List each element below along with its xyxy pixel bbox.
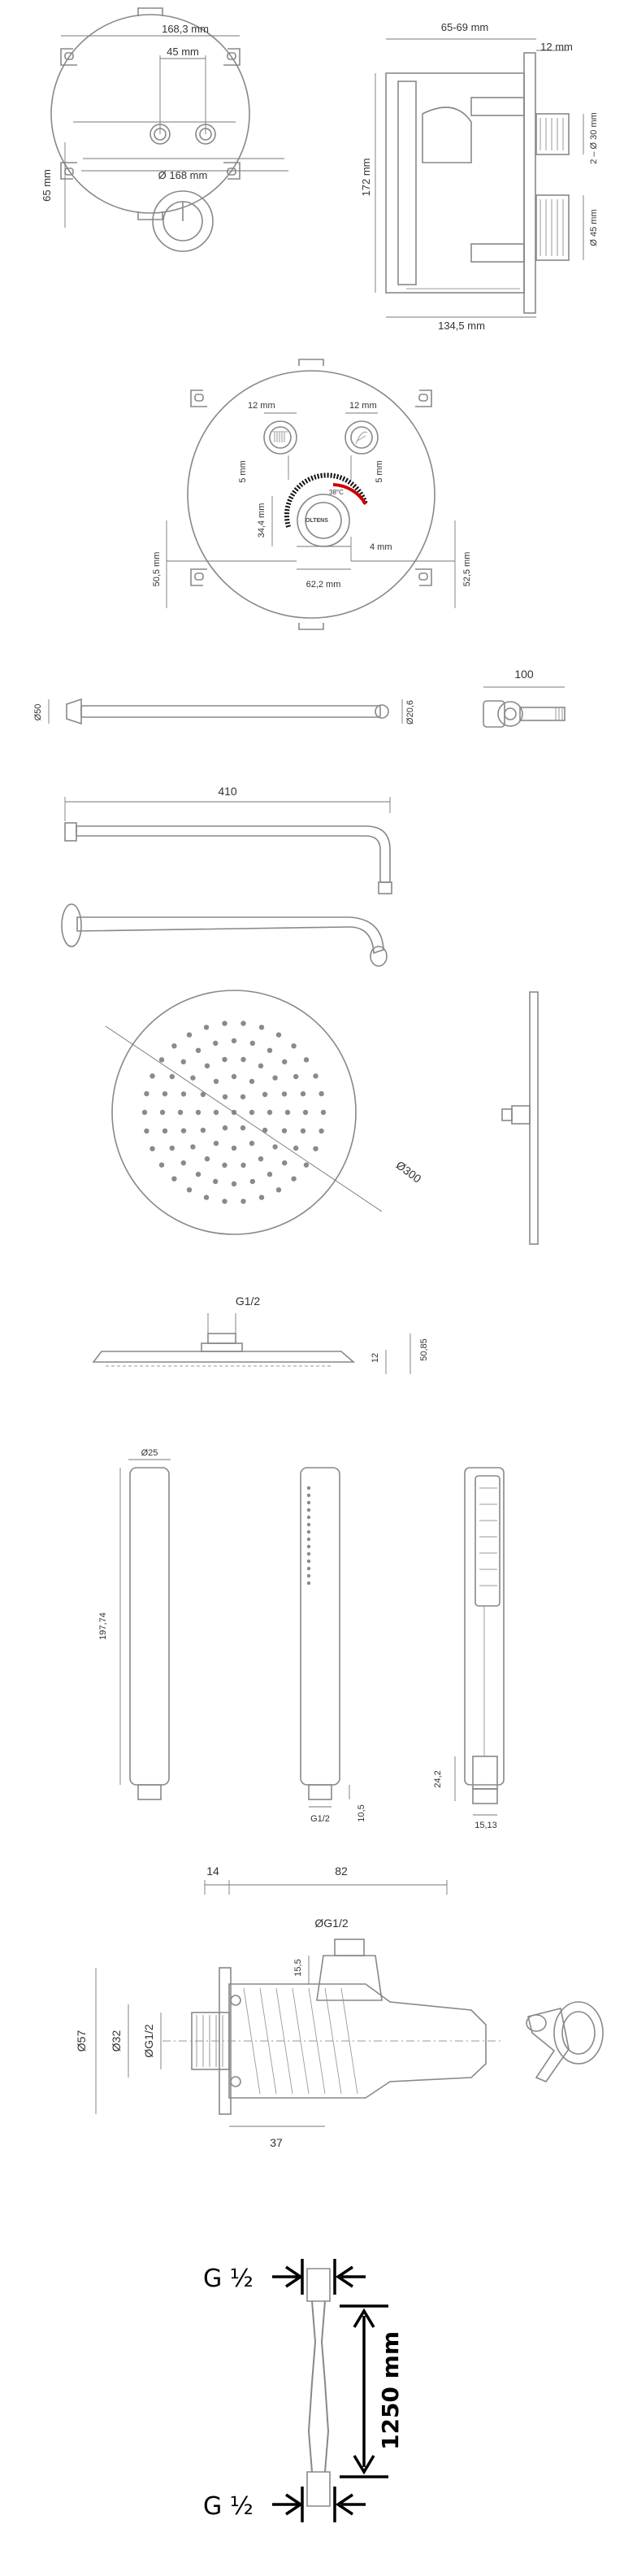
nozzle-dot <box>205 1156 210 1161</box>
hand-height-label: 24,2 <box>433 1770 443 1788</box>
nozzle-dot <box>318 1091 323 1096</box>
fp-knob-right-label: 4 mm <box>370 542 392 552</box>
nozzle-dot <box>282 1091 287 1096</box>
nozzle-dot <box>313 1147 318 1151</box>
shower-arm-end <box>483 687 565 727</box>
box-side-view <box>386 53 569 313</box>
nozzle-dot <box>272 1144 277 1149</box>
hand-nozzle-dot <box>307 1552 310 1556</box>
nozzle-dot <box>222 1057 227 1062</box>
nozzle-dot <box>313 1073 318 1078</box>
nozzle-dot <box>205 1064 210 1068</box>
hand-diameter-label: Ø25 <box>141 1448 158 1458</box>
shower-arm-side <box>65 797 392 894</box>
box-height-label: 65 mm <box>41 169 53 202</box>
nozzle-dot <box>214 1110 219 1115</box>
hand-nozzle-dot <box>307 1560 310 1563</box>
rain-thread-label: G1/2 <box>235 1295 261 1308</box>
nozzle-dot <box>150 1147 154 1151</box>
hand-nozzles <box>307 1486 310 1585</box>
arm-tube-label: Ø20,6 <box>405 700 415 724</box>
nozzle-dot <box>214 1079 219 1084</box>
nozzle-dot <box>222 1020 227 1025</box>
nozzle-dot <box>267 1172 272 1177</box>
nozzle-dot <box>213 1179 218 1184</box>
side-plate-label: 12 mm <box>540 41 573 53</box>
arm-depth-label: 100 <box>514 668 534 681</box>
nozzle-dot <box>276 1033 281 1038</box>
nozzle-dot <box>222 1199 227 1203</box>
nozzle-dot <box>170 1146 175 1151</box>
hand-nozzle-dot <box>307 1538 310 1541</box>
nozzle-dot <box>144 1091 149 1096</box>
nozzle-dot <box>170 1074 175 1079</box>
nozzle-dot <box>272 1075 277 1080</box>
fp-knob-width-label: 62,2 mm <box>306 580 341 590</box>
nozzle-dot <box>190 1144 195 1149</box>
nozzle-dot <box>196 1172 201 1177</box>
holder-outlet-label: ØG1/2 <box>314 1917 349 1930</box>
nozzle-dot <box>181 1060 186 1064</box>
box-width-label: 168,3 mm <box>162 23 209 35</box>
holder-flange-label: Ø57 <box>75 2030 88 2052</box>
nozzle-dot <box>258 1156 263 1161</box>
shower-arm-perspective <box>62 904 387 966</box>
rain-head-top <box>106 990 382 1234</box>
arm-flange-label: Ø50 <box>33 703 43 721</box>
nozzle-dot <box>262 1092 267 1097</box>
holder-perspective <box>526 2002 603 2082</box>
nozzle-dot <box>293 1074 298 1079</box>
nozzle-dot <box>259 1194 264 1199</box>
nozzle-dot <box>232 1146 236 1151</box>
nozzle-dot <box>304 1163 309 1168</box>
hand-nozzle-dot <box>307 1545 310 1548</box>
nozzle-dot <box>321 1110 326 1115</box>
nozzle-dot <box>303 1110 308 1115</box>
nozzle-dot <box>178 1110 183 1115</box>
nozzle-dot <box>232 1181 236 1186</box>
side-depth-label: 65-69 mm <box>440 21 489 33</box>
nozzle-dot <box>181 1128 186 1133</box>
nozzle-dot <box>187 1187 192 1192</box>
side-total-label: 134,5 mm <box>438 320 485 332</box>
rain-height-label: 50,85 <box>419 1338 429 1361</box>
nozzle-dot <box>150 1073 154 1078</box>
nozzle-dot <box>285 1110 290 1115</box>
shower-arm-top <box>49 699 402 724</box>
holder-thread-label: ØG1/2 <box>142 2024 155 2058</box>
nozzle-dot <box>282 1160 287 1165</box>
hand-nozzle-dot <box>307 1567 310 1570</box>
hand-shower-side <box>301 1468 349 1807</box>
nozzle-dot <box>240 1125 245 1130</box>
nozzle-dot <box>301 1129 306 1134</box>
holder-length-label: 82 <box>335 1865 348 1878</box>
hose-bottom-thread-label: G ½ <box>203 2492 254 2521</box>
holder-rise-label: 15,5 <box>293 1959 303 1977</box>
hand-nozzle-dot <box>307 1486 310 1490</box>
fp-button-right-label: 12 mm <box>349 401 377 411</box>
nozzle-dot <box>162 1091 167 1096</box>
nozzle-dot <box>160 1110 165 1115</box>
nozzle-dot <box>181 1160 186 1165</box>
nozzle-dot <box>222 1163 227 1168</box>
fp-button-left-label: 12 mm <box>248 401 275 411</box>
nozzle-dot <box>291 1043 296 1048</box>
fp-right-height-label: 52,5 mm <box>462 551 472 587</box>
nozzle-dot <box>318 1129 323 1134</box>
rain-diameter-label: Ø300 <box>393 1158 424 1186</box>
nozzle-dot <box>282 1128 287 1133</box>
nozzle-dot <box>213 1041 218 1046</box>
hose-length-label: 1250 mm <box>377 2330 404 2451</box>
nozzle-dot <box>291 1177 296 1181</box>
fp-left-height-label: 50,5 mm <box>152 551 162 587</box>
nozzle-dot <box>304 1057 309 1062</box>
nozzle-dot <box>267 1048 272 1053</box>
nozzle-dot <box>204 1025 209 1029</box>
rain-head-side <box>502 992 538 1244</box>
nozzle-dot <box>240 1094 245 1099</box>
hand-nozzle-dot <box>307 1530 310 1534</box>
fp-scale-label: 38°C <box>329 489 344 496</box>
nozzle-dot <box>259 1025 264 1029</box>
nozzle-dot <box>232 1038 236 1043</box>
hand-nozzle-dot <box>307 1494 310 1497</box>
hand-shower-front <box>120 1460 171 1799</box>
nozzle-dot <box>282 1060 287 1064</box>
nozzle-dot <box>159 1057 164 1062</box>
nozzle-dot <box>293 1146 298 1151</box>
nozzle-dot <box>276 1187 281 1192</box>
fp-brand-label: OLTENS <box>306 518 328 524</box>
wall-outlet-section <box>96 1880 504 2126</box>
nozzle-dot <box>142 1110 147 1115</box>
nozzle-dot <box>201 1128 206 1133</box>
nozzle-dot <box>187 1033 192 1038</box>
hand-nozzle-dot <box>307 1523 310 1526</box>
box-front-dimensions <box>61 36 288 228</box>
box-diameter-label: Ø 168 mm <box>158 169 208 181</box>
rain-thickness-label: 12 <box>370 1352 380 1364</box>
hand-nozzle-dot <box>307 1501 310 1504</box>
hand-nozzle-dot <box>307 1508 310 1512</box>
nozzle-dot <box>240 1199 245 1203</box>
side-height-label: 172 mm <box>360 158 372 197</box>
nozzle-dot <box>249 1141 254 1146</box>
nozzle-dot <box>232 1074 236 1079</box>
nozzle-dot <box>196 1110 201 1115</box>
nozzle-dot <box>240 1163 245 1168</box>
nozzle-dot <box>204 1194 209 1199</box>
hand-nozzle-dot <box>307 1574 310 1577</box>
nozzle-dot <box>250 1041 255 1046</box>
hose-top-thread-label: G ½ <box>203 2265 254 2293</box>
nozzle-dot <box>196 1048 201 1053</box>
nozzle-dot <box>249 1079 254 1084</box>
nozzle-dot <box>240 1020 245 1025</box>
nozzle-dot <box>181 1091 186 1096</box>
button-spacing-label: 45 mm <box>167 46 199 58</box>
nozzle-dot <box>223 1094 228 1099</box>
nozzle-dot <box>214 1141 219 1146</box>
nozzle-dot <box>159 1163 164 1168</box>
hand-shower-section <box>455 1468 504 1815</box>
hand-width-label: 15,13 <box>474 1821 497 1830</box>
fp-gap-left-label: 5 mm <box>238 460 248 483</box>
holder-offset-label: 14 <box>206 1865 219 1878</box>
side-outlets-label: 2 – Ø 30 mm <box>589 112 599 164</box>
hose-drawing <box>272 2259 388 2522</box>
fp-gap-right-label: 5 mm <box>375 460 384 483</box>
holder-body-label: Ø32 <box>110 2030 123 2052</box>
hand-nozzle-dot <box>307 1582 310 1585</box>
hand-thread-label: G1/2 <box>310 1814 330 1824</box>
side-knob-label: Ø 45 mm <box>589 209 599 246</box>
nozzle-dot <box>301 1091 306 1096</box>
holder-width-label: 37 <box>270 2136 283 2149</box>
nozzle-dot <box>258 1064 263 1068</box>
nozzle-dot <box>144 1129 149 1134</box>
box-front-view <box>51 8 249 251</box>
arm-length-label: 410 <box>218 785 237 798</box>
fp-knob-offset-label: 34,4 mm <box>257 503 266 538</box>
nozzle-dot <box>171 1043 176 1048</box>
faceplate-dimensions <box>167 413 455 608</box>
nozzle-dot <box>190 1075 195 1080</box>
hand-thread-len-label: 10,5 <box>357 1804 366 1822</box>
nozzle-dot <box>267 1110 272 1115</box>
nozzle-dot <box>249 1110 254 1115</box>
nozzle-dot <box>162 1129 167 1134</box>
hand-nozzle-dot <box>307 1516 310 1519</box>
nozzle-dot <box>171 1177 176 1181</box>
rain-head-profile <box>93 1313 410 1374</box>
nozzle-dot <box>223 1125 228 1130</box>
nozzle-dot <box>250 1179 255 1184</box>
nozzle-dot <box>240 1057 245 1062</box>
hand-length-label: 197,74 <box>98 1612 108 1640</box>
